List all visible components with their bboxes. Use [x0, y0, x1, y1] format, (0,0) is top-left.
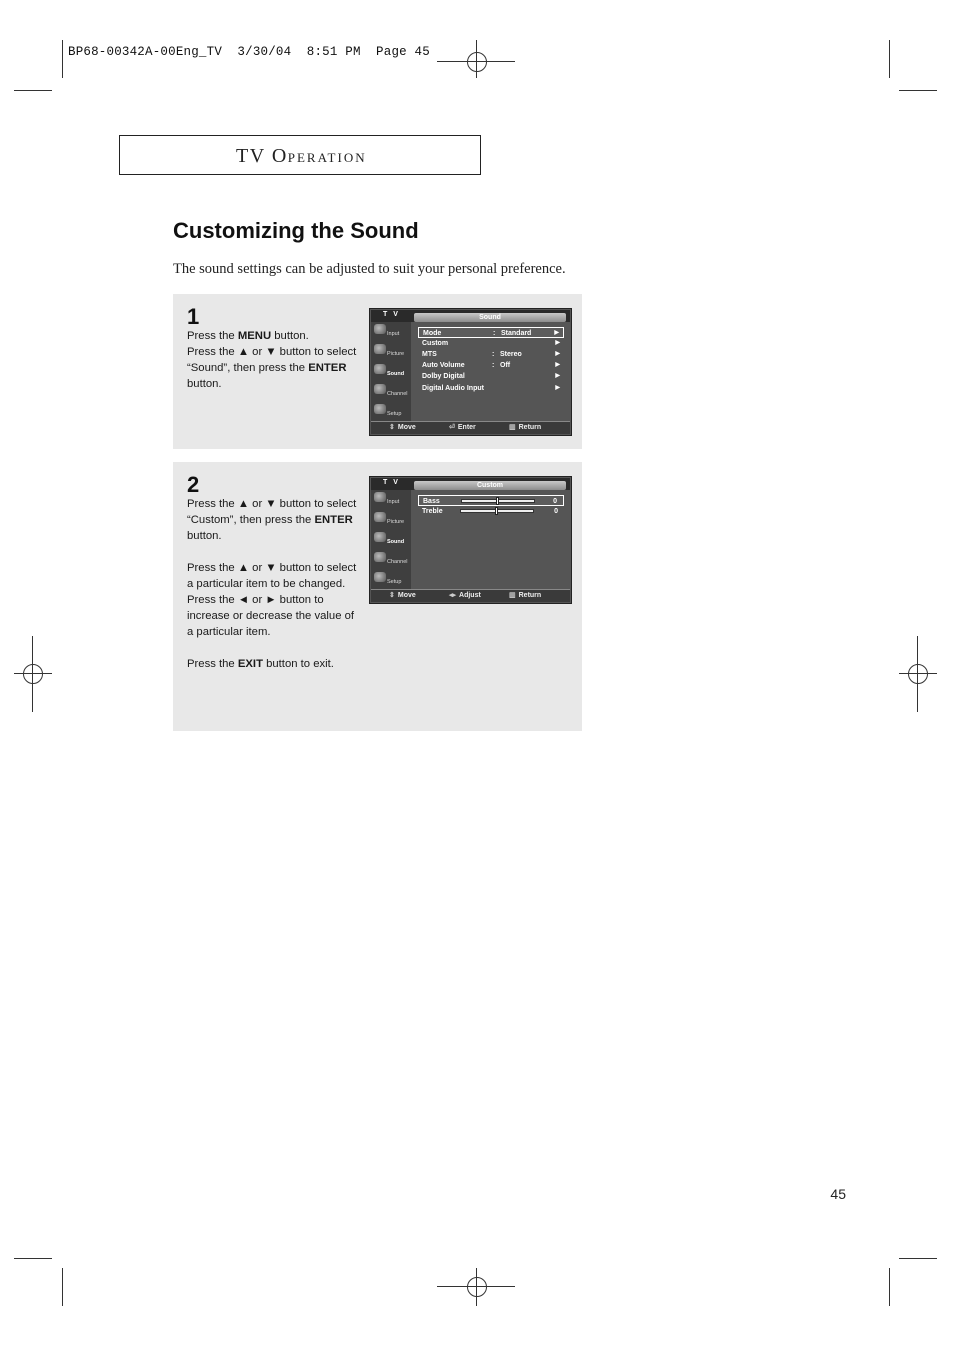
osd-hint-bar: [371, 421, 570, 434]
instruction-line: Press the ▲ or ▼ button to select a particular item to be changed.: [187, 562, 357, 590]
osd-slider-bass: Bass 0: [418, 495, 564, 506]
osd-menu-item-dolby-digital: Dolby Digital ▶: [422, 373, 560, 380]
arrow-right-icon: ▶: [555, 351, 560, 357]
osd-side-item-input: Input: [371, 322, 411, 342]
crop-mark: [14, 673, 52, 674]
crop-mark: [62, 40, 63, 78]
osd-menu-item-mode: Mode : Standard ▶: [418, 327, 564, 338]
page-title: Customizing the Sound: [173, 218, 419, 243]
osd-side-item-input: Input: [371, 490, 411, 510]
arrow-right-icon: ▶: [555, 385, 560, 391]
osd-hint-move: ⇕ Move: [389, 592, 416, 599]
osd-side-item-sound: Sound: [371, 362, 411, 382]
osd-hint-enter: ⏎ Enter: [449, 424, 476, 431]
osd-side-item-sound: Sound: [371, 530, 411, 550]
section-header: [119, 135, 481, 175]
picture-icon: [374, 512, 386, 522]
osd-slider-treble: Treble 0: [422, 508, 558, 515]
osd-side-item-channel: Channel: [371, 382, 411, 402]
picture-icon: [374, 344, 386, 354]
bass-slider-knob: [496, 497, 499, 505]
osd-menu-item-custom: Custom ▶: [422, 340, 560, 347]
sound-icon: [374, 532, 386, 542]
instruction-line: Press the MENU button.: [187, 330, 309, 342]
arrow-right-icon: ▶: [555, 362, 560, 368]
input-icon: [374, 324, 386, 334]
osd-title: Custom: [476, 482, 504, 489]
section-title: TV OPERATION: [236, 145, 367, 167]
sound-icon: [374, 364, 386, 374]
osd-side-item-setup: Setup: [371, 402, 411, 422]
crop-mark: [476, 40, 477, 78]
step-1-text: [187, 328, 359, 392]
crop-mark: [62, 1268, 63, 1306]
page-number: 45: [830, 1186, 846, 1202]
step-number: 2: [187, 472, 200, 497]
channel-icon: [374, 552, 386, 562]
setup-icon: [374, 404, 386, 414]
crop-mark: [14, 90, 52, 91]
step-1-panel: [173, 294, 582, 449]
return-icon: ▥: [509, 592, 516, 599]
registration-mark-icon: [908, 664, 928, 684]
print-header: BP68-00342A-00Eng_TV 3/30/04 8:51 PM Page 45: [68, 45, 430, 59]
registration-mark-icon: [467, 1277, 487, 1297]
osd-hint-return: ▥ Return: [509, 592, 542, 599]
osd-sidebar: [371, 322, 411, 422]
osd-menu-item-mts: MTS : Stereo ▶: [422, 351, 560, 358]
move-icon: ⇕: [389, 592, 395, 599]
instruction-line: Press the EXIT button to exit.: [187, 658, 334, 670]
arrow-right-icon: ▶: [555, 373, 560, 379]
return-icon: ▥: [509, 424, 516, 431]
osd-side-item-picture: Picture: [371, 342, 411, 362]
osd-menu-item-digital-audio-input: Digital Audio Input ▶: [422, 385, 560, 392]
instruction-line: Press the ◄ or ► button to increase or decrease the value of a particular item.: [187, 594, 355, 638]
osd-hint-bar: [371, 589, 570, 602]
step-2-text: [187, 496, 359, 672]
treble-slider-track: [460, 509, 534, 513]
crop-mark: [14, 1258, 52, 1259]
tv-osd-sound-menu: [369, 308, 572, 436]
osd-sidebar: [371, 490, 411, 590]
crop-mark: [899, 673, 937, 674]
step-number: 1: [187, 304, 200, 329]
osd-side-item-picture: Picture: [371, 510, 411, 530]
osd-hint-adjust: ◂▸ Adjust: [449, 592, 481, 599]
move-icon: ⇕: [389, 424, 395, 431]
osd-menu-item-auto-volume: Auto Volume : Off ▶: [422, 362, 560, 369]
osd-tv-label: T V: [383, 479, 400, 486]
adjust-icon: ◂▸: [449, 592, 457, 599]
crop-mark: [899, 90, 937, 91]
arrow-right-icon: ▶: [555, 340, 560, 346]
instruction-line: Press the ▲ or ▼ button to select “Sound”, then press the ENTER button.: [187, 346, 357, 390]
input-icon: [374, 492, 386, 502]
step-2-panel: [173, 462, 582, 731]
osd-side-item-channel: Channel: [371, 550, 411, 570]
intro-text: The sound settings can be adjusted to suit your personal preference.: [173, 261, 566, 277]
crop-mark: [889, 40, 890, 78]
registration-mark-icon: [23, 664, 43, 684]
enter-icon: ⏎: [449, 424, 455, 431]
channel-icon: [374, 384, 386, 394]
registration-mark-icon: [467, 52, 487, 72]
crop-mark: [32, 636, 33, 712]
osd-title: Sound: [479, 314, 501, 321]
crop-mark: [889, 1268, 890, 1306]
osd-side-item-setup: Setup: [371, 570, 411, 590]
bass-slider-track: [461, 499, 535, 503]
crop-mark: [476, 1268, 477, 1306]
tv-osd-custom-menu: [369, 476, 572, 604]
osd-tv-label: T V: [383, 311, 400, 318]
crop-mark: [899, 1258, 937, 1259]
setup-icon: [374, 572, 386, 582]
osd-hint-move: ⇕ Move: [389, 424, 416, 431]
crop-mark: [917, 636, 918, 712]
osd-hint-return: ▥ Return: [509, 424, 542, 431]
arrow-right-icon: ▶: [554, 330, 559, 336]
instruction-line: Press the ▲ or ▼ button to select “Custom”, then press the ENTER button.: [187, 498, 357, 542]
treble-slider-knob: [495, 507, 498, 515]
